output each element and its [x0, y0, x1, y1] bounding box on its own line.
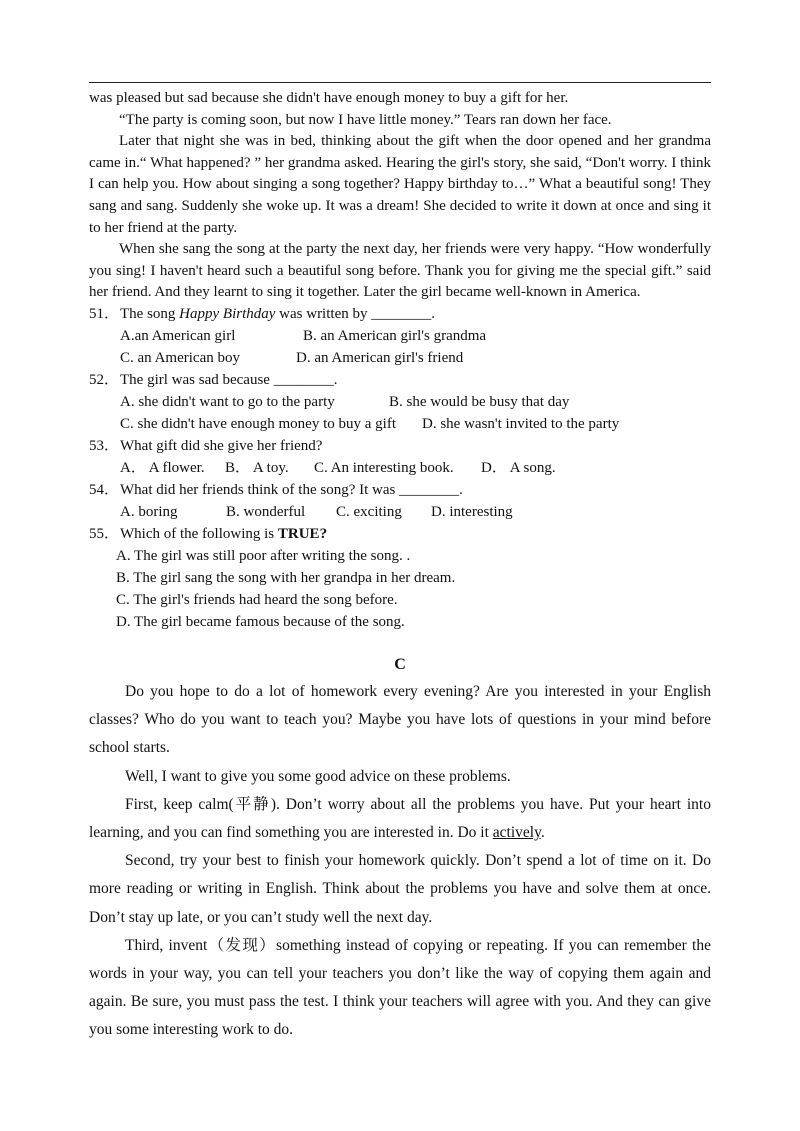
option-b: B. she would be busy that day	[389, 393, 570, 410]
options-row	[89, 414, 711, 436]
question-text: 54．What did her friends think of the song? It was ________.	[89, 480, 463, 502]
question-number: 54．	[89, 481, 120, 498]
question-53	[89, 436, 711, 458]
options-row	[89, 568, 711, 590]
emphasis-true: TRUE?	[277, 525, 328, 542]
passage-c-paragraph: Well, I want to give you some good advice on these problems.	[125, 767, 511, 785]
passage-b-paragraph: was pleased but sad because she didn't have enough money to buy a gift for her.	[89, 90, 569, 106]
option-d: D. an American girl's friend	[296, 349, 464, 366]
option-a: A. boring	[120, 503, 178, 520]
option-d: D. The girl became famous because of the song.	[116, 613, 405, 630]
options-row	[89, 590, 711, 612]
question-55	[89, 524, 711, 546]
question-number: 52．	[89, 371, 120, 388]
passage-c-paragraph: Third, invent（发现）something instead of copying or repeating. If you can remember the words in your way, you can tell your teachers you don’t like the way of copying them again and again. Be sure, you must pass the test. I think your teachers will agree with you. And they can give you some interesting work to do.	[89, 936, 711, 1039]
option-c: C. The girl's friends had heard the song before.	[116, 591, 398, 608]
option-c: C. exciting	[336, 503, 402, 520]
option-b: B. wonderful	[226, 503, 306, 520]
question-text: 51．The song Happy Birthday was written by ________.	[89, 304, 435, 326]
section-title: C	[394, 656, 406, 673]
question-51	[89, 304, 711, 326]
passage-b-paragraph: When she sang the song at the party the next day, her friends were very happy. “How wonderfully you sing! I haven't heard such a beautiful song before. Thank you for giving me the special gift.” said her friend. And they learnt to sing it together. Later the girl became well-known in America.	[89, 241, 711, 301]
option-c: C. she didn't have enough money to buy a gift	[120, 415, 396, 432]
passage-c-paragraph: Do you hope to do a lot of homework every evening? Are you interested in your English classes? Who do you want to teach you? Maybe you have lots of questions in your mind before school starts.	[89, 683, 711, 757]
question-52	[89, 370, 711, 392]
question-number: 55．	[89, 525, 120, 542]
option-b: B. The girl sang the song with her grandpa in her dream.	[116, 569, 456, 586]
option-d: D． A song.	[481, 459, 556, 476]
options-row	[89, 348, 711, 370]
question-number: 51．	[89, 305, 120, 322]
passage-c-paragraph: First, keep calm(平静). Don’t worry about all the problems you have. Put your heart into learning, and you can find something you are interested in. Do it actively.	[89, 795, 711, 842]
option-a: A. The girl was still poor after writing the song. .	[116, 547, 411, 564]
options-row	[89, 612, 711, 634]
question-text: 52．The girl was sad because ________.	[89, 370, 337, 392]
option-b: B． A toy.	[225, 459, 289, 476]
option-a: A. she didn't want to go to the party	[120, 393, 335, 410]
options-row	[89, 502, 711, 524]
passage-b	[89, 88, 711, 634]
option-a: A.an American girl	[120, 327, 236, 344]
question-54	[89, 480, 711, 502]
underlined-word: actively	[492, 824, 541, 842]
question-number: 53．	[89, 437, 120, 454]
options-row	[89, 546, 711, 568]
passage-b-paragraph: Later that night she was in bed, thinking about the gift when the door opened and her grandma came in.“ What happened? ” her grandma asked. Hearing the girl's story, she said, “Don't worry. I think I can help you. How about singing a song together? Happy birthday to…” What a beautiful song! They sang and sang. Suddenly she woke up. It was a dream! She decided to write it down at once and sing it to her friend at the party.	[89, 133, 711, 236]
passage-c-paragraph: Second, try your best to finish your homework quickly. Don’t spend a lot of time on it. Do more reading or writing in English. Think about the problems you have and solve them at once. Don’t stay up late, or you can’t study well the next day.	[89, 852, 711, 926]
options-row	[89, 458, 711, 480]
option-c: C. An interesting book.	[314, 459, 454, 476]
header-rule	[89, 82, 711, 83]
option-d: D. she wasn't invited to the party	[422, 415, 620, 432]
question-text: 53．What gift did she give her friend?	[89, 436, 322, 458]
song-title: Happy Birthday	[179, 305, 276, 322]
options-row	[89, 326, 711, 348]
options-row	[89, 392, 711, 414]
question-text: 55．Which of the following is TRUE?	[89, 524, 327, 546]
option-b: B. an American girl's grandma	[303, 327, 487, 344]
option-a: A． A flower.	[120, 459, 205, 476]
passage-b-paragraph: “The party is coming soon, but now I have little money.” Tears ran down her face.	[119, 111, 612, 128]
passage-c	[89, 678, 711, 1045]
option-d: D. interesting	[431, 503, 513, 520]
option-c: C. an American boy	[120, 349, 240, 366]
